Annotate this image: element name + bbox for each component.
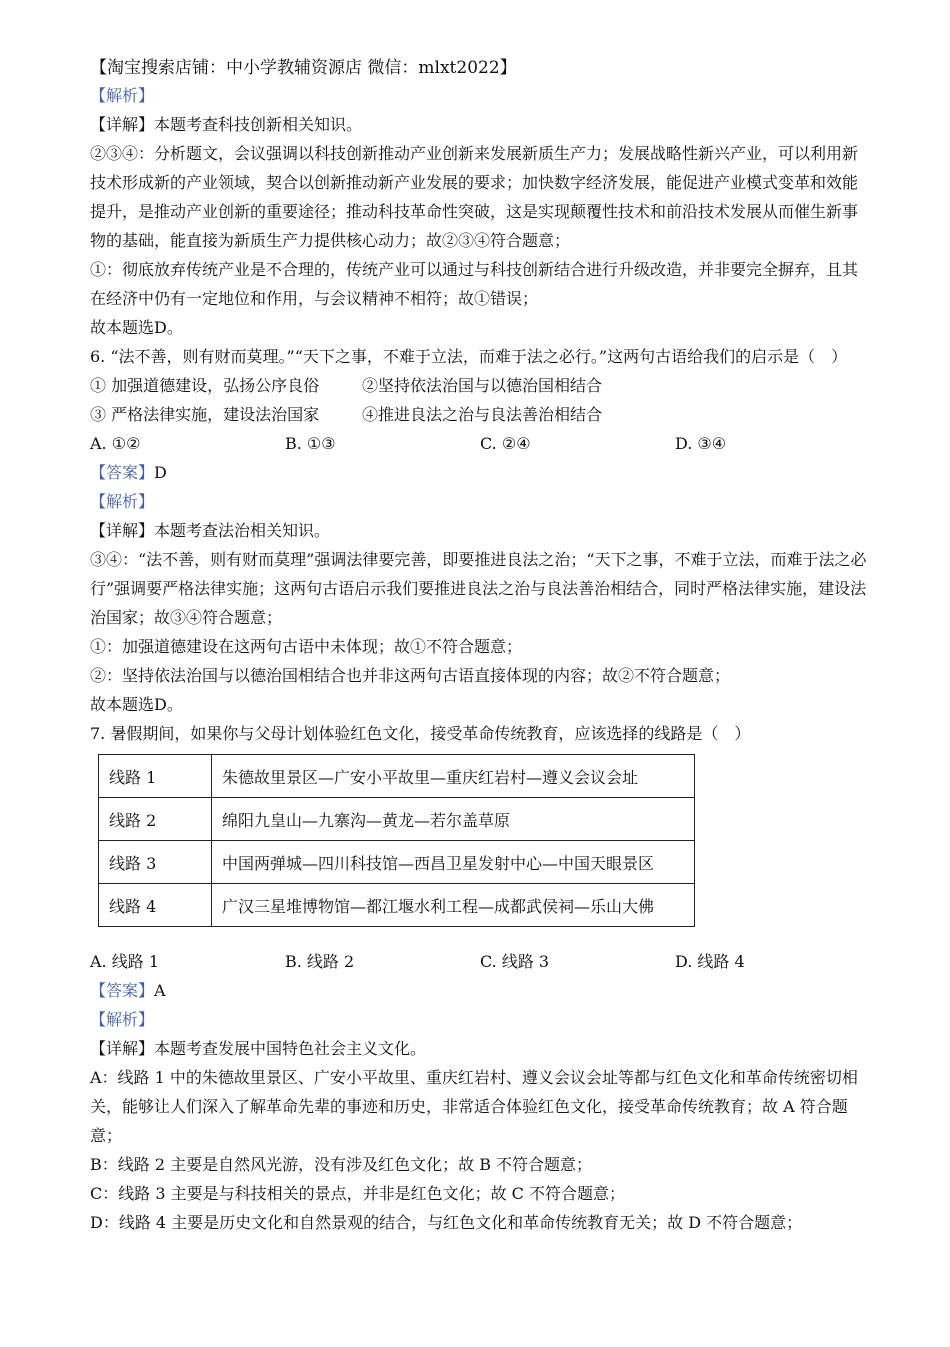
q7-option-c: C. 线路 3 bbox=[480, 952, 550, 971]
q6-option-b: B. ①③ bbox=[285, 434, 336, 453]
q7-options bbox=[90, 947, 870, 976]
table-row bbox=[99, 755, 695, 798]
q7-analysis-tag: 【解析】 bbox=[90, 1010, 155, 1029]
route-label-1: 线路 1 bbox=[99, 755, 212, 798]
q6-statement-3: ③ 严格法律实施，建设法治国家 bbox=[90, 405, 320, 424]
q6-analysis-tag: 【解析】 bbox=[90, 492, 155, 511]
route-desc-4: 广汉三星堆博物馆—都江堰水利工程—成都武侯祠—乐山大佛 bbox=[212, 884, 695, 927]
q6-stem: 6. “法不善，则有财而莫理。”“天下之事，不难于立法，而难于法之必行。”这两句古语给我们的启示是（ ） bbox=[90, 347, 848, 366]
route-label-4: 线路 4 bbox=[99, 884, 212, 927]
spacer bbox=[90, 937, 870, 947]
q5-detail-intro: 【详解】本题考查科技创新相关知识。 bbox=[90, 115, 363, 134]
table-row bbox=[99, 841, 695, 884]
q6-statements-row-2 bbox=[90, 400, 870, 429]
q6-answer-value: D bbox=[154, 463, 167, 482]
q6-option-c: C. ②④ bbox=[480, 434, 531, 453]
q5-analysis-para-2: ①：彻底放弃传统产业是不合理的，传统产业可以通过与科技创新结合进行升级改造，并非要完全摒弃，且其在经济中仍有一定地位和作用，与会议精神不相符；故①错误； bbox=[90, 260, 859, 308]
q6-analysis-para-1: ③④：“法不善，则有财而莫理”强调法律要完善，即要推进良法之治；“天下之事，不难于立法，而难于法之必行”强调要严格法律实施；这两句古语启示我们要推进良法之治与良法善治相结合，同时严格法律实施，建设法治国家；故③④符合题意； bbox=[90, 550, 867, 627]
q6-detail-intro: 【详解】本题考查法治相关知识。 bbox=[90, 521, 331, 540]
q6-option-a: A. ①② bbox=[90, 434, 141, 453]
q6-statements-row-1 bbox=[90, 371, 870, 400]
q5-conclusion: 故本题选D。 bbox=[90, 318, 183, 337]
q6-conclusion: 故本题选D。 bbox=[90, 695, 183, 714]
document-page bbox=[90, 55, 870, 1237]
q7-answer-value: A bbox=[154, 981, 166, 1000]
q7-analysis-para-b: B：线路 2 主要是自然风光游，没有涉及红色文化；故 B 不符合题意； bbox=[90, 1155, 593, 1174]
q6-analysis-para-3: ②：坚持依法治国与以德治国相结合也并非这两句古语直接体现的内容；故②不符合题意； bbox=[90, 666, 731, 685]
route-label-3: 线路 3 bbox=[99, 841, 212, 884]
q7-stem: 7. 暑假期间，如果你与父母计划体验红色文化，接受革命传统教育，应该选择的线路是（ ） bbox=[90, 724, 751, 743]
q5-analysis-para-1: ②③④：分析题文，会议强调以科技创新推动产业创新来发展新质生产力；发展战略性新兴产业，可以利用新技术形成新的产业领域，契合以创新推动新产业发展的要求；加快数字经济发展，能促进产业模式变革和效能提升，是推动产业创新的重要途径；推动科技革命性突破，这是实现颠覆性技术和前沿技术发展从而催生新事物的基础，能直接为新质生产力提供核心动力；故②③④符合题意； bbox=[90, 144, 859, 250]
q7-analysis-para-c: C：线路 3 主要是与科技相关的景点，并非是红色文化；故 C 不符合题意； bbox=[90, 1184, 626, 1203]
route-label-2: 线路 2 bbox=[99, 798, 212, 841]
q6-answer-line bbox=[90, 458, 870, 487]
route-desc-2: 绵阳九皇山—九寨沟—黄龙—若尔盖草原 bbox=[212, 798, 695, 841]
q6-statement-4: ④推进良法之治与良法善治相结合 bbox=[362, 405, 603, 424]
q5-analysis-tag: 【解析】 bbox=[90, 86, 155, 105]
q6-analysis-para-2: ①：加强道德建设在这两句古语中未体现；故①不符合题意； bbox=[90, 637, 523, 656]
q7-detail-intro: 【详解】本题考查发展中国特色社会主义文化。 bbox=[90, 1039, 427, 1058]
routes-table bbox=[98, 754, 695, 927]
q6-options bbox=[90, 429, 870, 458]
route-desc-3: 中国两弹城—四川科技馆—西昌卫星发射中心—中国天眼景区 bbox=[212, 841, 695, 884]
q6-statement-2: ②坚持依法治国与以德治国相结合 bbox=[362, 376, 603, 395]
q7-option-b: B. 线路 2 bbox=[285, 952, 355, 971]
route-desc-1: 朱德故里景区—广安小平故里—重庆红岩村—遵义会议会址 bbox=[212, 755, 695, 798]
store-header: 【淘宝搜索店铺：中小学教辅资源店 微信：mlxt2022】 bbox=[90, 58, 517, 78]
q7-answer-tag: 【答案】 bbox=[90, 981, 155, 1000]
table-row bbox=[99, 884, 695, 927]
q7-analysis-para-d: D：线路 4 主要是历史文化和自然景观的结合，与红色文化和革命传统教育无关；故 D 不符合题意； bbox=[90, 1213, 803, 1232]
q6-answer-tag: 【答案】 bbox=[90, 463, 155, 482]
q7-analysis-para-a: A：线路 1 中的朱德故里景区、广安小平故里、重庆红岩村、遵义会议会址等都与红色文化和革命传统密切相关，能够让人们深入了解革命先辈的事迹和历史，非常适合体验红色文化，接受革命传统教育；故 A 符合题意； bbox=[90, 1068, 858, 1145]
q6-statement-1: ① 加强道德建设，弘扬公序良俗 bbox=[90, 376, 320, 395]
q6-option-d: D. ③④ bbox=[675, 434, 727, 453]
q7-option-d: D. 线路 4 bbox=[675, 952, 745, 971]
table-row bbox=[99, 798, 695, 841]
q7-option-a: A. 线路 1 bbox=[90, 952, 159, 971]
q7-answer-line bbox=[90, 976, 870, 1005]
